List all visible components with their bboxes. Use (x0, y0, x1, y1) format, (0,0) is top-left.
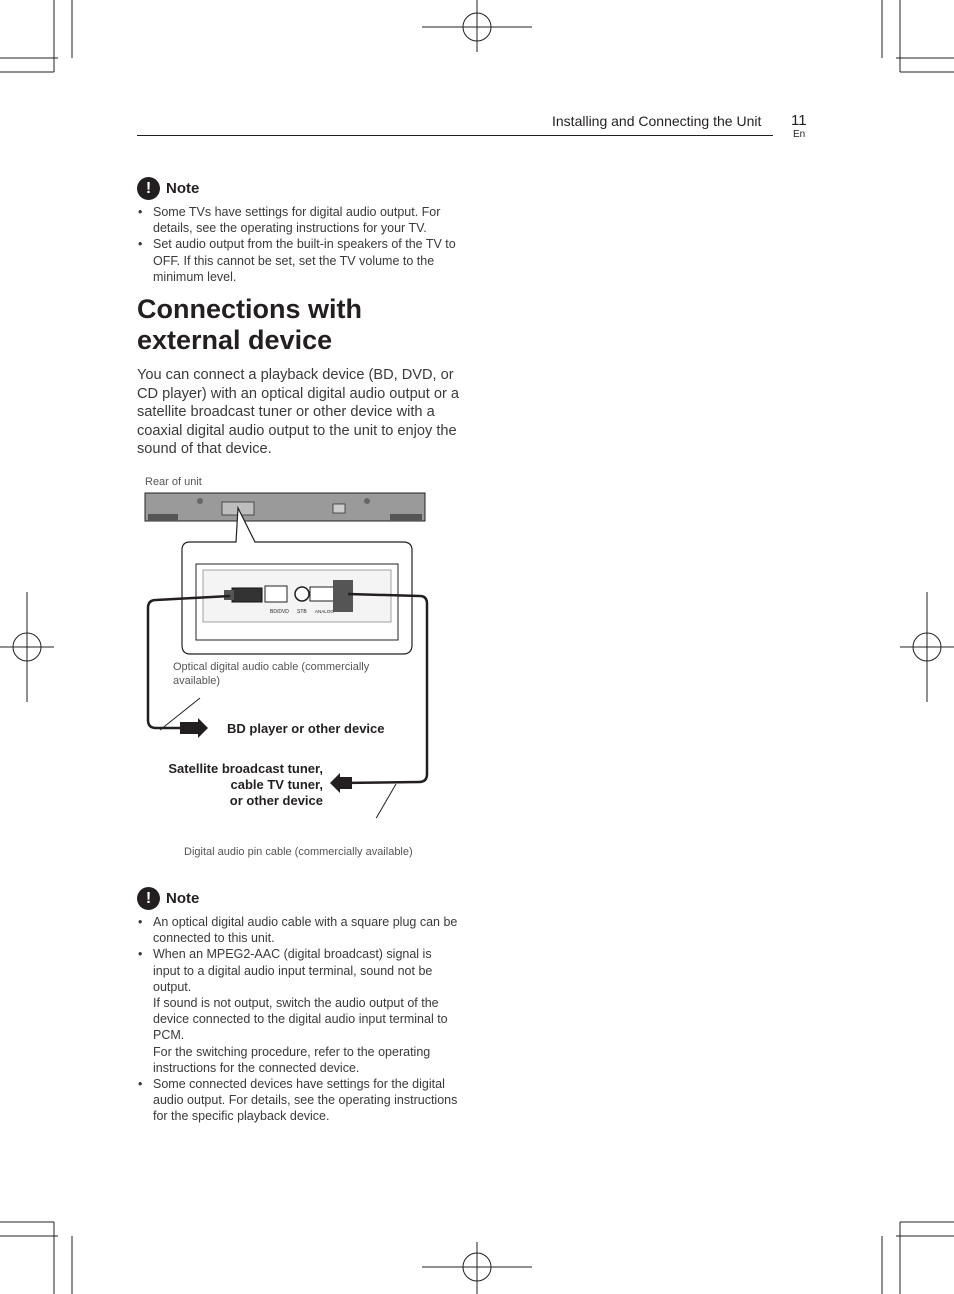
bd-device-label (227, 721, 385, 736)
bd-device-bold: BD (227, 721, 246, 736)
list-item (137, 946, 462, 1076)
list-item (137, 914, 462, 946)
satellite-line-1: Satellite broadcast tuner, (168, 761, 323, 776)
list-paragraph: • An optical digital audio cable with a square plug can be connected to this unit. (153, 915, 458, 946)
soundbar-rear (145, 493, 425, 521)
note-heading (137, 887, 462, 910)
list-paragraph: If sound is not output, switch the audio output of the device connected to the digital audio input terminal to PCM. (153, 996, 448, 1043)
note-block-2 (137, 887, 462, 1125)
arrow-left-icon (330, 773, 352, 793)
note-list (137, 204, 462, 285)
note-label: Note (166, 180, 200, 197)
arrow-right-icon (180, 718, 208, 738)
list-paragraph: For the switching procedure, refer to the operating instructions for the connected device. (153, 1044, 431, 1075)
list-paragraph: • Some connected devices have settings for the digital audio output. For details, see the operating instructions for the specific playback device. (153, 1077, 458, 1124)
list-item (137, 1076, 462, 1125)
note-block-1 (137, 177, 462, 285)
port-label-bd: BD/DVD (270, 609, 289, 615)
list-item: • Some TVs have settings for digital audio output. For details, see the operating instructions for your TV. (137, 204, 462, 236)
running-header-title: Installing and Connecting the Unit (552, 113, 762, 129)
satellite-device-label (140, 761, 323, 809)
note-heading (137, 177, 462, 200)
bd-device-rest: player or other device (245, 721, 385, 736)
page-language: En (793, 129, 806, 140)
exclamation-icon: ! (137, 887, 160, 910)
section-title: Connections with external device (137, 294, 362, 355)
coaxial-cable-label: Digital audio pin cable (commercially available) (184, 846, 413, 858)
note-label: Note (166, 890, 200, 907)
intro-paragraph: You can connect a playback device (BD, DVD, or CD player) with an optical digital audio output or a satellite broadcast tuner or other device with a coaxial digital audio output to the unit to enjoy the sound of that device. (137, 367, 460, 458)
header-rule (137, 135, 773, 136)
note-list (137, 914, 462, 1125)
page-number: 11 (791, 112, 807, 129)
port-label-stb: STB (297, 609, 307, 615)
satellite-line-2: cable TV tuner, (230, 777, 323, 792)
exclamation-icon: ! (137, 177, 160, 200)
optical-cable-label: Optical digital audio cable (commercially available) (173, 661, 370, 687)
rear-of-unit-label: Rear of unit (145, 476, 202, 488)
optical-connector (224, 586, 287, 602)
list-paragraph: • When an MPEG2-AAC (digital broadcast) signal is input to a digital audio input terminal, sound not be output. (153, 947, 433, 994)
satellite-line-3: or other device (229, 793, 323, 808)
port-label-analog: ANALOG (315, 609, 334, 614)
list-item: • Set audio output from the built-in speakers of the TV to OFF. If this cannot be set, set the TV volume to the minimum level. (137, 236, 462, 285)
